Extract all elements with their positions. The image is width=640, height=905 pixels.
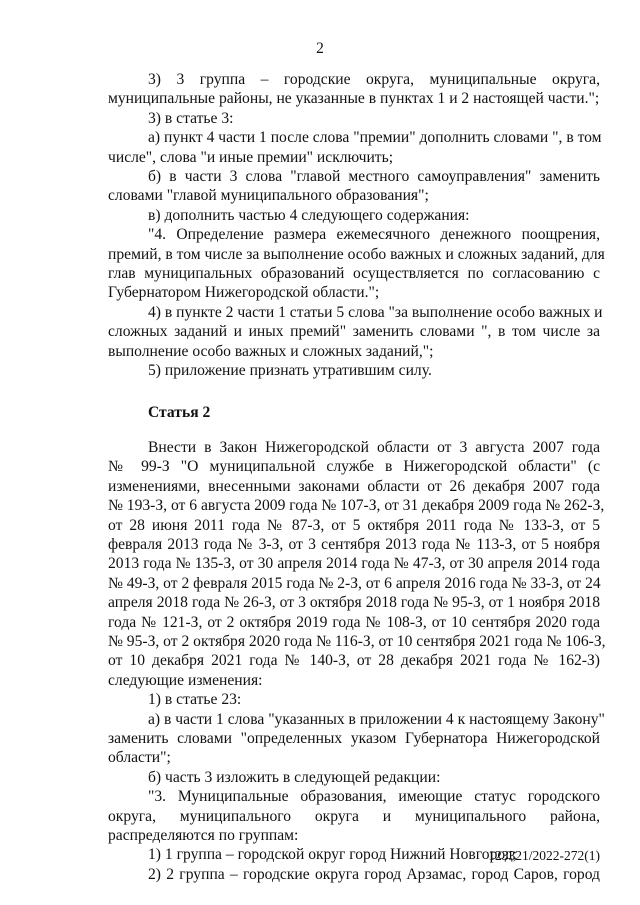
- list-item-line: года № 121-З, от 2 октября 2019 года № 108-З, от 10 сентября 2020 года: [108, 613, 600, 631]
- list-item-line: "4. Определение размера ежемесячного денежного поощрения,: [148, 226, 600, 244]
- list-item-line: а) пункт 4 части 1 после слова "премии" дополнить словами ", в том: [148, 129, 602, 147]
- list-item-line: выполнение особо важных и сложных заданий,";: [108, 342, 434, 360]
- list-item-line: изменениями, внесенными законами области от 26 декабря 2007 года: [108, 477, 600, 495]
- list-item-line: Губернатором Нижегородской области.";: [108, 284, 380, 302]
- list-item-line: № 193-З, от 6 августа 2009 года № 107-З, от 31 декабря 2009 года № 262-З,: [108, 497, 605, 515]
- list-item-line: б) часть 3 изложить в следующей редакции:: [148, 768, 441, 786]
- list-item-line: сложных заданий и иных премий" заменить словами ", в том числе за: [108, 323, 600, 341]
- list-item-line: февраля 2013 года № 3-З, от 3 сентября 2013 года № 113-З, от 5 ноября: [108, 535, 600, 553]
- list-item-line: 1) 1 группа – городской округ город Нижний Новгород;: [148, 846, 517, 864]
- list-item-line: следующие изменения:: [108, 671, 263, 689]
- list-item-line: муниципальные районы, не указанные в пунктах 1 и 2 настоящей части.";: [108, 90, 600, 108]
- list-item-line: б) в части 3 слова "главой местного самоуправления" заменить: [148, 168, 600, 186]
- list-item-line: апреля 2018 года № 26-З, от 3 октября 2018 года № 95-З, от 1 ноября 2018: [108, 594, 600, 612]
- article-heading: Статья 2: [148, 403, 211, 421]
- list-item-line: 2013 года № 135-З, от 30 апреля 2014 года № 47-З, от 30 апреля 2014 года: [108, 555, 600, 573]
- list-item-line: распределяются по группам:: [108, 827, 299, 845]
- document-body: [108, 70, 606, 884]
- list-item-line: а) в части 1 слова "указанных в приложении 4 к настоящему Закону": [148, 710, 605, 728]
- list-item-line: в) дополнить частью 4 следующего содержания:: [148, 206, 470, 224]
- list-item-line: от 28 июня 2011 года № 87-З, от 5 октября 2011 года № 133-З, от 5: [108, 516, 600, 534]
- list-item-line: глав муниципальных образований осуществляется по согласованию с: [108, 265, 600, 283]
- list-item-line: словами "главой муниципального образования";: [108, 187, 429, 205]
- list-item-line: заменить словами "определенных указом Губернатора Нижегородской: [108, 730, 600, 747]
- list-item-line: 4) в пункте 2 части 1 статьи 5 слова "за выполнение особо важных и: [148, 303, 603, 321]
- list-item-line: области";: [108, 749, 171, 767]
- list-item-line: № 99-З "О муниципальной службе в Нижегородской области" (с: [108, 458, 600, 476]
- list-item-line: числе", слова "и иные премии" исключить;: [108, 148, 394, 166]
- list-item-line: 2) 2 группа – городские округа город Арзамас, город Саров, город: [148, 865, 600, 883]
- list-item-line: от 10 декабря 2021 года № 140-З, от 28 декабря 2021 года № 162-З): [108, 652, 600, 670]
- document-code: 123321/2022-272(1): [488, 848, 600, 863]
- list-item-line: премий, в том числе за выполнение особо важных и сложных заданий, для: [108, 245, 605, 263]
- list-item-line: 1) в статье 23:: [148, 691, 242, 709]
- list-item-line: 5) приложение признать утратившим силу.: [148, 362, 432, 380]
- list-item-line: 3) 3 группа – городские округа, муниципальные округа,: [148, 71, 600, 88]
- list-item-line: Внести в Закон Нижегородской области от 3 августа 2007 года: [148, 438, 600, 456]
- page-number: 2: [316, 40, 324, 57]
- list-item-line: 3) в статье 3:: [148, 109, 234, 127]
- list-item-line: "3. Муниципальные образования, имеющие статус городского: [148, 788, 600, 806]
- list-item-line: № 95-З, от 2 октября 2020 года № 116-З, от 10 сентября 2021 года № 106-З,: [108, 632, 606, 650]
- list-item-line: № 49-З, от 2 февраля 2015 года № 2-З, от 6 апреля 2016 года № 33-З, от 24: [108, 574, 601, 592]
- list-item-line: округа, муниципального округа и муниципального района,: [108, 807, 600, 825]
